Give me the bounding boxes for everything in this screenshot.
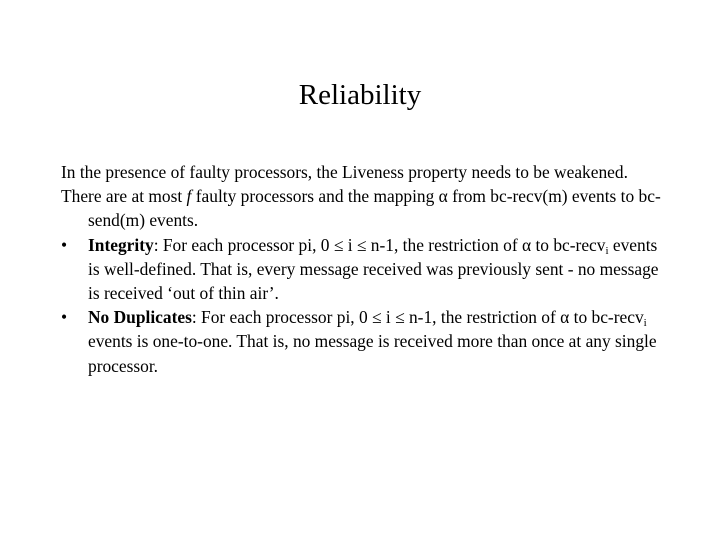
bullet-text: i [343,234,357,255]
bullet-text: i [381,307,396,328]
bullet-text: to bc-recv [531,234,606,255]
mapping-text-mid: faulty processors and the mapping [191,186,439,207]
mapping-text-post: from bc-recv(m) events to bc-send(m) events. [88,186,661,231]
le-symbol: ≤ [372,307,382,328]
paragraph-mapping [61,184,661,232]
bullet-text: n-1, the restriction of [404,307,561,328]
bullet-term: Integrity [88,234,154,255]
bullet-text: n-1, the restriction of [366,234,522,255]
le-symbol: ≤ [333,234,344,255]
variable-f: f [186,186,192,207]
paragraph-liveness: In the presence of faulty processors, the Liveness property needs to be weakened. [61,162,628,182]
alpha-symbol: α [560,307,570,328]
alpha-symbol: α [438,186,448,207]
alpha-symbol: α [521,234,532,255]
bullet-text: events is well-defined. That is, every message received was previously sent - no message is received ‘out of thin air’. [88,234,659,304]
bullet-no-duplicates [61,305,661,378]
subscript-i: i [605,244,609,257]
subscript-i: i [643,317,647,330]
bullet-marker: • [61,307,68,328]
le-symbol: ≤ [395,307,405,328]
bullet-intro: : For each processor pi, 0 [191,307,373,328]
slide-title: Reliability [298,79,422,111]
le-symbol: ≤ [356,234,367,255]
bullet-term: No Duplicates [88,307,192,328]
bullet-text: to bc-recv [569,307,644,328]
bullet-text: events is one-to-one. That is, no message is received more than once at any single processor. [88,331,657,376]
slide-body [61,160,661,378]
bullet-intro: : For each processor pi, 0 [153,234,334,255]
mapping-text-pre: There are at most [61,186,187,207]
bullet-integrity [61,233,661,306]
bullet-marker: • [61,234,68,255]
